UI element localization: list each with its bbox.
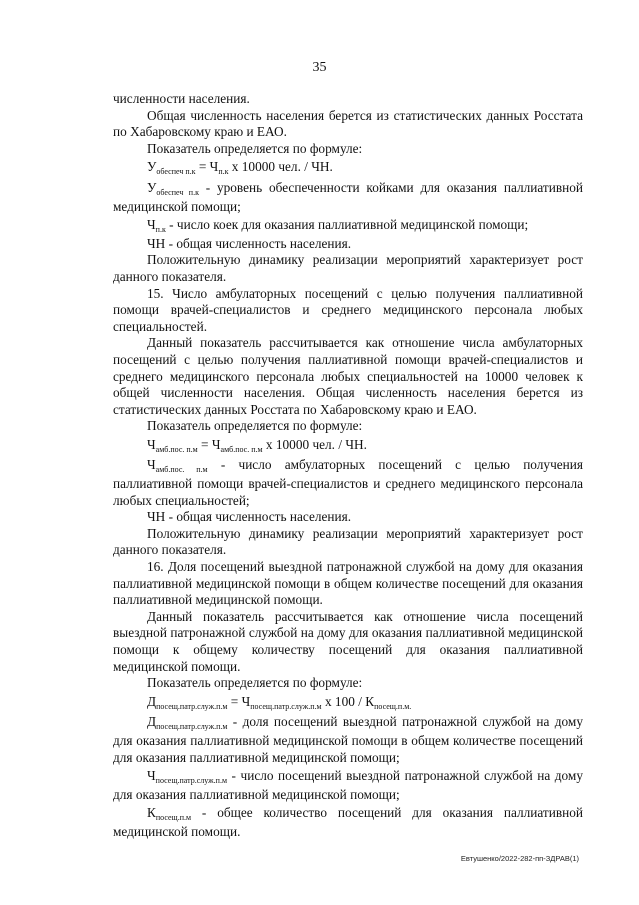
def-subscript: посещ.п.м (155, 813, 192, 823)
def-subscript: амб.пос. п.м (155, 465, 208, 475)
def-symbol: К (147, 805, 156, 821)
section-heading-16: 16. Доля посещений выездной патронажной службой на дому для оказания паллиативной медицинской помощи в общем количестве посещений для оказания паллиативной медицинской помощи. (113, 559, 583, 608)
paragraph: Данный показатель рассчитывается как отношение числа посещений выездной патронажной службой на дому для оказания паллиативной медицинской помощи к общему количеству посещений для оказания паллиативной медицинской помощи. (113, 608, 583, 674)
formula-intro: Показатель определяется по формуле: (147, 418, 363, 434)
paragraph: Положительную динамику реализации мероприятий характеризует рост данного показателя. (113, 525, 583, 558)
formula-symbol: = Ч (195, 159, 219, 175)
def-subscript: посещ.патр.служ.п.м (155, 776, 228, 786)
formula-tail: х 10000 чел. / ЧН. (262, 436, 367, 452)
paragraph: Положительную динамику реализации мероприятий характеризует рост данного показателя. (113, 252, 583, 284)
definition: ЧН - общая численность населения. (147, 235, 352, 251)
def-symbol: Ч (147, 768, 156, 784)
formula-subscript: посещ.патр.служ.п.м (250, 701, 322, 711)
formula-symbol: Д (147, 693, 157, 709)
def-symbol: У (147, 179, 157, 195)
formula-subscript: посещ.п.м. (374, 701, 412, 711)
def-text: - доля посещений выездной патронажной службой на дому для оказания паллиативной медицинской помощи в общем количестве посещений для оказания паллиативной медицинской помощи; (113, 714, 583, 765)
formula-subscript: амб.пос. п.м (220, 444, 263, 454)
definition (113, 714, 583, 766)
formula-symbol: У (147, 159, 157, 175)
formula-beds (113, 159, 583, 178)
section-heading-15: 15. Число амбулаторных посещений с целью получения паллиативной помощи врачей-специалистов и среднего медицинского персонала любых специальностей. (113, 285, 583, 334)
formula-subscript: посещ.патр.служ.п.м (156, 701, 228, 711)
paragraph: Общая численность населения берется из статистических данных Росстата по Хабаровскому краю и ЕАО. (113, 107, 583, 140)
definition: ЧН - общая численность населения. (147, 509, 352, 525)
formula-symbol: Ч (147, 436, 156, 452)
definition (113, 217, 583, 236)
definition (113, 805, 583, 840)
formula-tail: х 10000 чел. / ЧН. (228, 159, 333, 175)
document-code-footer: Евтушенко/2022-282-пп-ЗДРАВ(1) (460, 854, 579, 863)
document-body (113, 91, 583, 841)
definition (113, 180, 583, 215)
def-symbol: Ч (147, 457, 156, 473)
def-text: - число коек для оказания паллиативной медицинской помощи; (165, 217, 529, 233)
formula-symbol: х 100 / К (321, 693, 375, 709)
formula-ambulatory (113, 437, 583, 456)
paragraph: численности населения. (113, 91, 250, 106)
def-symbol: Д (147, 714, 157, 730)
formula-symbol: = Ч (227, 693, 251, 709)
def-subscript: п.к (155, 225, 166, 235)
formula-subscript: амб.пос. п.м (155, 444, 198, 454)
page-number: 35 (312, 60, 327, 75)
def-text: - уровень обеспеченности койками для оказания паллиативной медицинской помощи; (113, 179, 583, 214)
def-text: - число посещений выездной патронажной службой на дому для оказания паллиативной медицинской помощи; (113, 768, 583, 802)
definition (113, 457, 583, 509)
def-subscript: посещ.патр.служ.п.м (156, 722, 228, 732)
def-subscript: обеспеч п.к (156, 187, 199, 197)
def-symbol: Ч (147, 217, 156, 233)
paragraph: Данный показатель рассчитывается как отношение числа амбулаторных посещений с целью получения паллиативной помощи врачей-специалистов и среднего медицинского персонала любых специальностей на 10000 человек к общей численности населения. Общая численность населения берется из статистических данных Росстата по Хабаровскому краю и ЕАО. (113, 335, 583, 417)
definition (113, 768, 583, 803)
formula-patronage-share (113, 694, 583, 713)
formula-intro: Показатель определяется по формуле: (147, 140, 363, 156)
formula-subscript: п.к (218, 167, 229, 177)
def-text: - общее количество посещений для оказания паллиативной медицинской помощи. (113, 805, 583, 839)
def-text: - число амбулаторных посещений с целью получения паллиативной помощи врачей-специалистов и среднего медицинского персонала любых специальностей; (113, 457, 584, 508)
formula-subscript: обеспеч п.к (156, 167, 196, 177)
formula-symbol: = Ч (197, 436, 221, 452)
formula-intro: Показатель определяется по формуле: (147, 675, 363, 691)
